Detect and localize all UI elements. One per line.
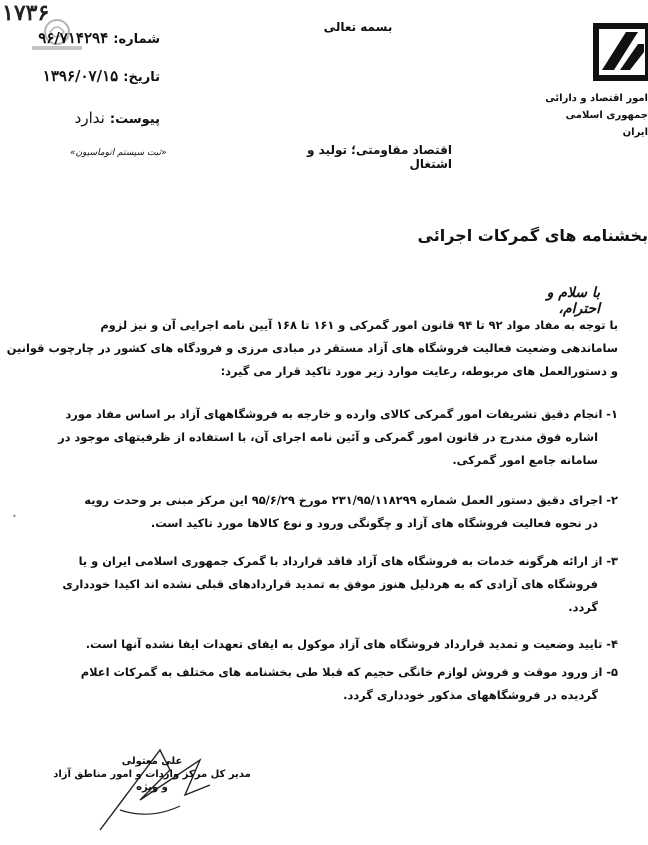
item-2 <box>28 489 618 535</box>
date-label: تاریخ: <box>123 70 160 85</box>
signature-block <box>52 755 252 794</box>
emblem-line2: جمهوری اسلامی ایران <box>565 110 648 138</box>
item-line: ۳- از ارائه هرگونه خدمات به فروشگاه های آزاد فاقد قرارداد با گمرک جمهوری اسلامی ایران و یا <box>78 554 618 568</box>
document-title: بخشنامه های گمرکات اجرائی <box>417 226 648 245</box>
basmala: بسمه تعالی <box>323 20 393 34</box>
item-line: ۴- تایید وضعیت و تمدید قرارداد فروشگاه های آزاد موکول به ایفای تعهدات ایفا نشده آنها است. <box>85 637 618 651</box>
attachment-label: پیوست: <box>109 112 160 127</box>
number-label: شماره: <box>113 32 160 47</box>
item-5 <box>28 661 618 707</box>
signer-position: مدیر کل مرکز واردات و امور مناطق آزاد و ویژه <box>53 769 251 793</box>
item-line: گردیده در فروشگاههای مذکور خودداری گردد. <box>343 688 598 702</box>
intro-line: با توجه به مفاد مواد ۹۲ تا ۹۴ قانون امور گمرکی و ۱۶۱ تا ۱۶۸ آیین نامه اجرایی آن و نیز لزوم <box>100 318 618 332</box>
item-4 <box>28 633 618 656</box>
number-row <box>30 28 160 47</box>
item-line: گردد. <box>568 600 598 614</box>
item-line: ۱- انجام دقیق تشریفات امور گمرکی کالای وارده و خارجه به فروشگاههای آزاد بر اساس مفاد مورد <box>65 407 618 421</box>
date-row <box>24 66 160 85</box>
signer-name: علی معتولی <box>121 756 183 767</box>
number-value: ۹۶/۷۱۴۲۹۴ <box>38 29 109 47</box>
margin-mark: • <box>12 512 17 521</box>
customs-logo-icon <box>592 22 648 82</box>
slogan: اقتصاد مقاومتی؛ تولید و اشتغال <box>306 143 452 171</box>
emblem-text <box>538 90 648 141</box>
attachment-value: ندارد <box>74 109 105 127</box>
item-line: در نحوه فعالیت فروشگاه های آزاد و چگونگی ورود و نوع کالاها مورد تاکید است. <box>150 516 598 530</box>
intro-line: و دستورالعمل های مربوطه، رعایت موارد زیر مورد تاکید قرار می گیرد: <box>220 364 618 378</box>
item-line: سامانه جامع امور گمرکی. <box>452 453 598 467</box>
intro-line: ساماندهی وضعیت فعالیت فروشگاه های آزاد مستقر در مبادی مرزی و فرودگاه های کشور در چارچوب قوانین <box>6 341 618 355</box>
greeting: با سلام و احترام، <box>546 285 600 317</box>
item-line: فروشگاه های آزادی که به هردلیل هنوز موفق به تمدید قراردادهای قبلی نشده اند اکیدا خودداری <box>62 577 598 591</box>
date-value: ۱۳۹۶/۰۷/۱۵ <box>42 67 119 85</box>
item-3 <box>28 550 618 619</box>
item-line: ۲- اجرای دقیق دستور العمل شماره ۲۳۱/۹۵/۱۱۸۲۹۹ مورخ ۹۵/۶/۲۹ این مرکز مبنی بر وحدت رویه <box>84 493 618 507</box>
emblem-line1: امور اقتصاد و دارائی <box>545 93 648 104</box>
item-line: ۵- از ورود موقت و فروش لوازم خانگی حجیم که قبلا طی بخشنامه های مختلف به گمرکات اعلام <box>80 665 618 679</box>
item-1 <box>28 403 618 472</box>
handwritten-number: ۱۷۳۶ <box>2 0 50 26</box>
intro-paragraph <box>6 314 618 383</box>
attachment-row <box>56 108 160 127</box>
system-note: «ثبت سیستم اتوماسیون» <box>70 148 167 158</box>
item-line: اشاره فوق مندرج در قانون امور گمرکی و آئین نامه اجرای آن، با استفاده از ظرفیتهای موجود در <box>58 430 598 444</box>
